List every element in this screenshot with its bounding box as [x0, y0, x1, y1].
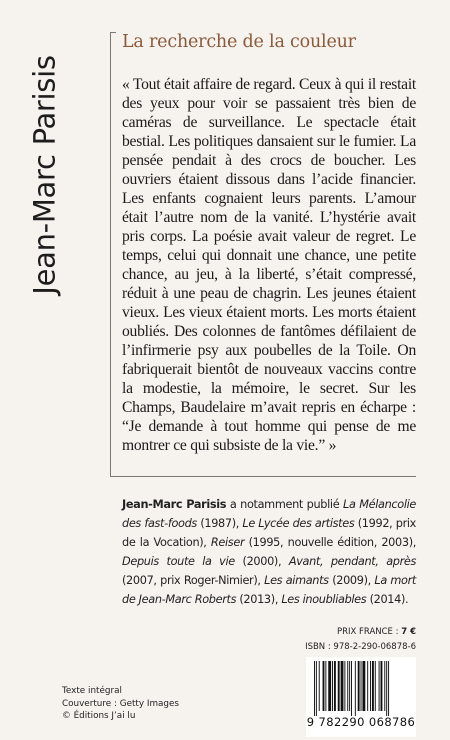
bio-text: (2009),: [328, 574, 375, 587]
barcode-bar: [358, 661, 360, 711]
barcode-bar: [328, 661, 331, 711]
barcode-bar: [375, 661, 376, 711]
bio-work-title: Depuis toute la vie: [122, 555, 235, 568]
barcode-bar: [316, 661, 317, 716]
bio-text: a notamment publié: [226, 498, 344, 511]
bio-text: (1995, nouvelle édition, 2003),: [244, 536, 416, 549]
bio-work-title: Reiser: [210, 536, 245, 549]
isbn-text: ISBN : 978-2-290-06878-6: [305, 642, 416, 652]
barcode-bar: [367, 661, 368, 711]
barcode-bar: [351, 661, 352, 716]
barcode-bar: [362, 661, 365, 711]
price-label: [337, 627, 416, 637]
barcode-bars: [314, 661, 416, 716]
excerpt-text: « Tout était affaire de regard. Ceux à qui il restait des yeux pour voir se passaient très bien de caméras de surveillance. Le spectacle était bestial. Les politiques dansaient sur le fumier. La pensée pendait à des crocs de boucher. Les ouvriers étaient dissous dans l’acide financier. Les enfants cognaient leurs parents. L’amour était l’autre nom de la vanité. L’hystérie avait pris corps. La poésie avait valeur de regret. Le temps, celui qui donnait une chance, une petite chance, au jeu, à la liberté, s’était compressé, réduit à une peau de chagrin. Les jeunes étaient vieux. Les vieux étaient morts. Les morts étaient oubliés. Des colonnes de fantômes défilaient de l’infirmerie psy aux poubelles de la Toile. On fabriquerait bientôt de nouveaux vaccins contre la modestie, la mémoire, le secret. Sur les Champs, Baudelaire m’avait repris en écharpe : “Je demande à tout homme qui pense de me montrer ce qui subsiste de la vie.” »: [122, 76, 416, 454]
credits-line: Texte intégral: [62, 686, 122, 696]
barcode-bar: [347, 661, 348, 711]
credits: [62, 685, 179, 723]
bio-author-name: Jean-Marc Parisis: [122, 498, 227, 511]
barcode-bar: [370, 661, 371, 711]
bio-work-title: La mort de Jean-Marc Roberts: [122, 574, 416, 606]
credits-line: © Éditions J’ai lu: [62, 711, 136, 721]
bio-text: (1992, prix de la Vocation),: [122, 517, 416, 549]
barcode-bar: [323, 661, 325, 711]
frame-rule-vertical: [110, 32, 111, 477]
barcode-bar: [338, 661, 340, 711]
barcode-digits: 9 782290 068786: [306, 715, 416, 729]
credits-line: Couverture : Getty Images: [62, 698, 180, 709]
barcode-bar: [325, 661, 326, 711]
price-label-text: PRIX FRANCE :: [336, 627, 402, 637]
barcode-bar: [386, 661, 387, 716]
bio-text: (2007, prix Roger-Nimier),: [122, 574, 265, 587]
bio-work-title: La Mélancolie des fast-foods: [122, 498, 417, 530]
barcode-bar: [341, 661, 344, 711]
barcode-bar: [349, 661, 350, 711]
price-value: 7 €: [401, 627, 416, 637]
bio-work-title: Le Lycée des artistes: [242, 517, 355, 530]
barcode-bar: [355, 661, 356, 716]
barcode: [306, 657, 416, 737]
spine-author-text: Jean-Marc Parisis: [28, 55, 62, 295]
barcode-bar: [379, 661, 380, 711]
barcode-bar: [344, 661, 345, 711]
barcode-bar: [334, 661, 336, 711]
barcode-bar: [384, 661, 385, 711]
barcode-bar: [361, 661, 362, 711]
bio-text: (2014).: [366, 593, 409, 606]
barcode-bar: [388, 661, 389, 716]
book-title: La recherche de la couleur: [122, 32, 356, 52]
barcode-bar: [372, 661, 374, 711]
barcode-bar: [319, 661, 320, 711]
bio-work-title: Les aimants: [264, 574, 329, 587]
author-bio: [122, 495, 416, 609]
bio-text: (1987),: [196, 517, 243, 530]
spine-author: [20, 25, 70, 325]
bio-text: (2000),: [234, 555, 289, 568]
barcode-bar: [314, 661, 315, 716]
bio-text: (2013),: [236, 593, 282, 606]
bio-work-title: Avant, pendant, après: [288, 555, 417, 568]
barcode-bar: [332, 661, 333, 711]
frame-rule-bottom: [110, 476, 416, 477]
barcode-bar: [381, 661, 383, 711]
bio-work-title: Les inoubliables: [281, 593, 367, 606]
